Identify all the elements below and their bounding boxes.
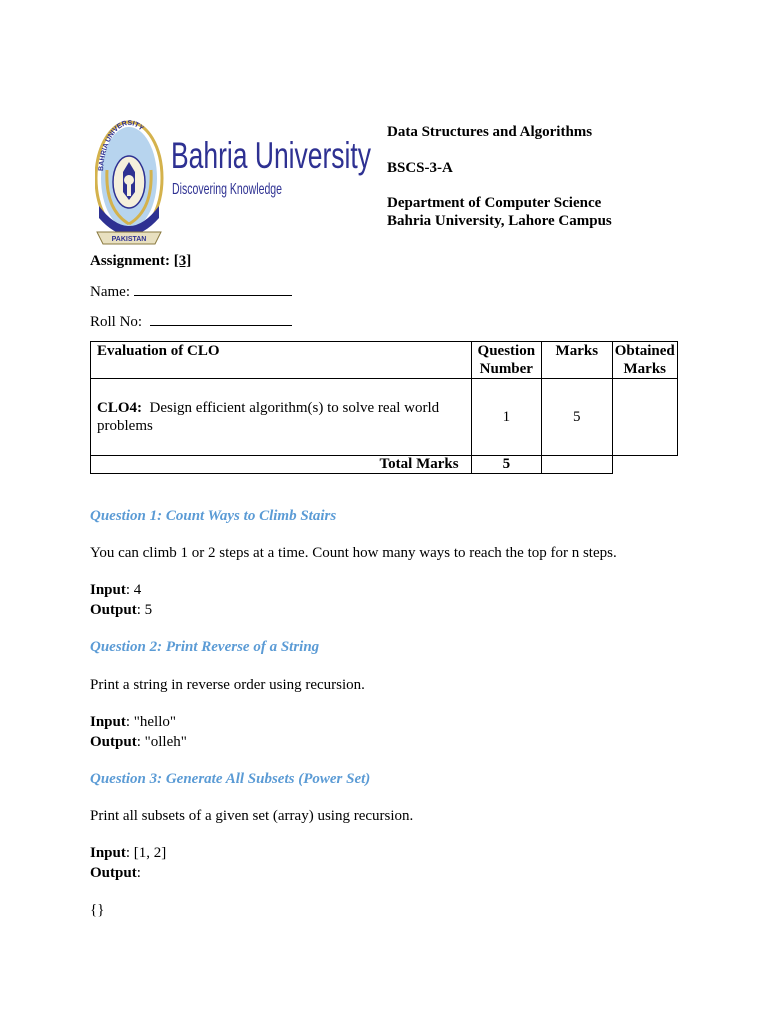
question-3-output	[90, 863, 141, 883]
obtained-marks-cell[interactable]	[612, 379, 677, 456]
question-1-input	[90, 580, 141, 600]
logo-tagline: Discovering Knowledge	[172, 181, 283, 198]
question-3-description: Print all subsets of a given set (array) using recursion.	[90, 808, 414, 824]
question-2-heading: Question 2: Print Reverse of a String	[90, 639, 320, 655]
roll-no-line	[90, 312, 292, 331]
total-marks-label: Total Marks	[91, 456, 472, 474]
table-header-row	[91, 342, 678, 379]
logo-banner-text: PAKISTAN	[111, 236, 147, 243]
question-1-output	[90, 600, 152, 620]
marks-cell: 5	[542, 379, 612, 456]
output-value: : 5	[136, 602, 153, 618]
roll-no-blank[interactable]	[150, 312, 292, 326]
clo-text: Design efficient algorithm(s) to solve real world problems	[97, 400, 440, 434]
output-label: Output	[90, 602, 137, 618]
crest-icon	[95, 120, 375, 252]
total-obtained-cell[interactable]	[542, 456, 612, 474]
assignment-line	[90, 252, 191, 270]
input-label: Input	[90, 714, 126, 730]
input-label: Input	[90, 845, 126, 861]
roll-no-label: Roll No:	[90, 314, 143, 330]
assignment-label: Assignment:	[90, 253, 171, 269]
total-marks-value: 5	[471, 456, 541, 474]
clo-code: CLO4:	[97, 400, 142, 416]
clo-description-cell	[91, 379, 472, 456]
name-label: Name:	[90, 284, 130, 300]
output-value: : "olleh"	[136, 734, 187, 750]
output-value: :	[136, 865, 141, 881]
header-clo: Evaluation of CLO	[91, 342, 472, 379]
input-label: Input	[90, 582, 126, 598]
output-label: Output	[90, 865, 137, 881]
question-2-output	[90, 732, 187, 752]
question-2-input	[90, 712, 176, 732]
question-2-description: Print a string in reverse order using recursion.	[90, 677, 365, 693]
header-obtained-marks: Obtained Marks	[612, 342, 677, 379]
logo-ring-text: BAHRIA UNIVERSITY	[98, 120, 145, 172]
university-logo	[95, 120, 375, 252]
output-label: Output	[90, 734, 137, 750]
total-row	[91, 456, 678, 474]
question-3-input	[90, 843, 166, 863]
logo-wordmark: Bahria University	[171, 135, 372, 176]
course-title: Data Structures and Algorithms	[387, 124, 593, 140]
table-row	[91, 379, 678, 456]
clo-evaluation-table	[90, 341, 678, 474]
department-name: Department of Computer Science	[387, 195, 602, 211]
question-1-description: You can climb 1 or 2 steps at a time. Count how many ways to reach the top for n steps.	[90, 545, 617, 561]
header-question-number: Question Number	[471, 342, 541, 379]
question-3-output-line: {}	[90, 902, 105, 918]
assignment-number: [3]	[173, 253, 192, 269]
question-number-cell: 1	[471, 379, 541, 456]
question-3-heading: Question 3: Generate All Subsets (Power Set)	[90, 771, 371, 787]
input-value: : 4	[125, 582, 142, 598]
name-line	[90, 282, 292, 301]
question-1-heading: Question 1: Count Ways to Climb Stairs	[90, 508, 337, 524]
name-blank[interactable]	[134, 282, 292, 296]
header-marks: Marks	[542, 342, 612, 379]
class-section: BSCS-3-A	[387, 160, 453, 176]
input-value: : "hello"	[125, 714, 177, 730]
campus-name: Bahria University, Lahore Campus	[387, 213, 612, 229]
input-value: : [1, 2]	[125, 845, 167, 861]
